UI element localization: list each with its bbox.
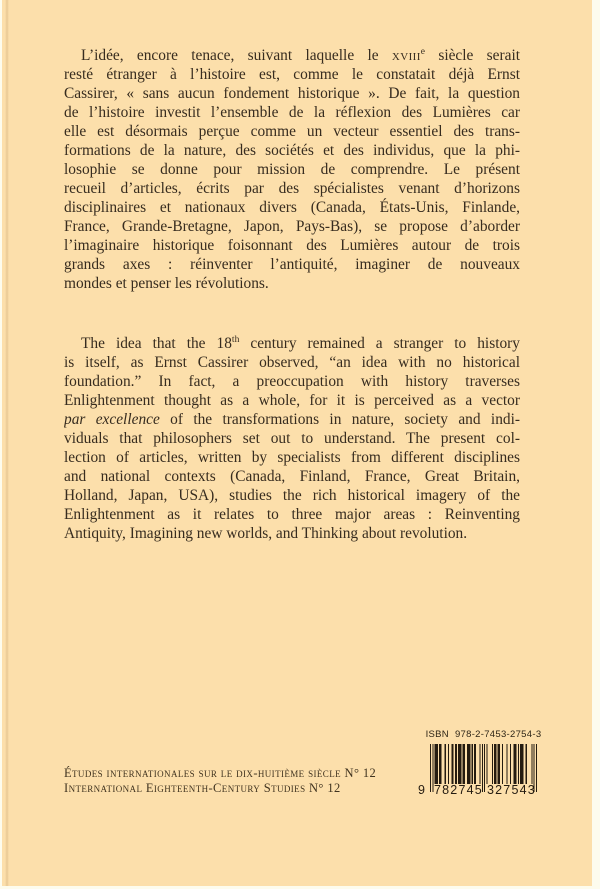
book-back-cover [2,0,592,886]
isbn-number-label [426,729,542,740]
text-line: Antiquity, Imagining new worlds, and Thinking about revolution. [64,525,468,542]
text-line: foundation.” In fact, a preoccupation with history traverses [64,373,520,390]
text-line: mondes et penser les révolutions. [64,275,269,292]
text-line: par excellence of the transformations in nature, society and indi- [64,411,520,428]
text-line: Holland, Japan, USA), studies the rich historical imagery of the [64,487,520,504]
text-line: is itself, as Ernst Cassirer observed, “an idea with no historical [64,354,520,371]
text-line: losophie se donne pour mission de comprendre. Le présent [64,161,520,178]
barcode-digits-left: 782745 [434,783,483,797]
text-line: Enlightenment as it relates to three major areas : Reinventing [64,506,520,523]
isbn-number: 978-2-7453-2754-3 [454,729,542,740]
text-line: lection of articles, written by specialists from different disciplines [64,449,520,466]
barcode-digit-leading: 9 [418,783,425,797]
text-line: L’idée, encore tenace, suivant laquelle le xviii$^e$ siècle serait [81,46,520,64]
series-title-french: Études internationales sur le dix-huitième siècle N° 12 [64,766,377,780]
blurb-text-block [64,46,520,543]
blurb-paragraph-english [64,334,520,543]
text-line: Cassirer, « sans aucun fondement historique ». De fait, la question [64,85,520,102]
text-line: elle est désormais perçue comme un vecteur essentiel des trans- [64,123,520,140]
text-line: l’imaginaire historique foisonnant des Lumières autour de trois [64,237,520,254]
text-line: formations de la nature, des sociétés et des individus, que la phi- [64,142,520,159]
text-line: viduals that philosophers set out to understand. The present col- [64,430,520,447]
series-block [64,766,376,796]
text-line: The idea that the 18th century remained a stranger to history [81,334,520,352]
text-line: disciplinaires et nationaux divers (Canada, États-Unis, Finlande, [64,199,520,216]
spine-crease [5,0,9,886]
barcode-human-digits [418,783,537,797]
text-line: France, Grande-Bretagne, Japon, Pays-Bas), se propose d’aborder [64,218,520,235]
series-title-english: International Eighteenth-Century Studies N° 12 [64,781,341,795]
text-line: recueil d’articles, écrits par des spécialistes venant d’horizons [64,180,520,197]
blurb-paragraph-french [64,46,520,293]
text-line: Enlightenment thought as a whole, for it is perceived as a vector [64,392,520,409]
isbn-prefix: ISBN [425,729,449,740]
text-line: de l’histoire investit l’ensemble de la réflexion des Lumières car [64,104,520,121]
text-line: resté étranger à l’histoire est, comme le constatait déjà Ernst [64,66,520,83]
text-line: grands axes : réinventer l’antiquité, imaginer de nouveaux [64,256,520,273]
barcode-digits-right: 327543 [487,783,536,797]
text-line: and national contexts (Canada, Finland, France, Great Britain, [64,468,520,485]
